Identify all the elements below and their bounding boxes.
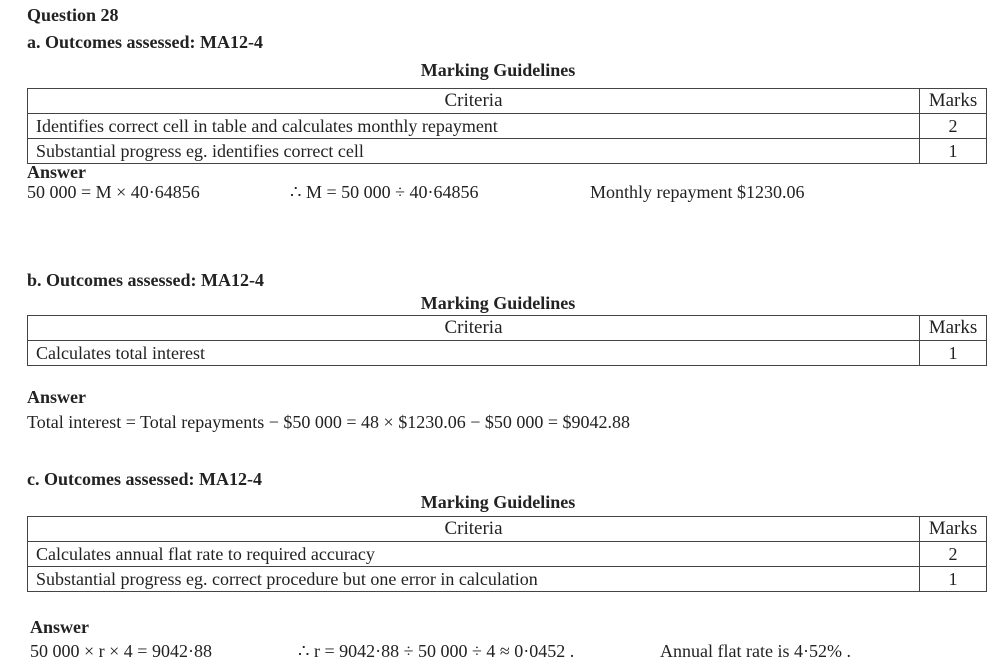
table-row <box>28 139 987 164</box>
part-c-heading: c. Outcomes assessed: MA12-4 <box>27 469 262 489</box>
part-b-answer: Total interest = Total repayments − $50 000 = 48 × $1230.06 − $50 000 = $9042.88 <box>27 412 630 432</box>
part-c-guidelines-title: Marking Guidelines <box>420 492 576 512</box>
table-header-row <box>28 517 987 542</box>
marks-cell: 2 <box>920 542 987 567</box>
part-a-answer-label: Answer <box>27 162 86 182</box>
marks-header: Marks <box>920 316 987 341</box>
part-c-answer-step-2: ∴ r = 9042·88 ÷ 50 000 ÷ 4 ≈ 0·0452 . <box>298 641 575 661</box>
criteria-header: Criteria <box>28 316 920 341</box>
question-title: Question 28 <box>27 5 119 25</box>
marks-header: Marks <box>920 89 987 114</box>
criteria-header: Criteria <box>28 517 920 542</box>
part-a-answer-result: Monthly repayment $1230.06 <box>590 182 805 202</box>
table-row <box>28 567 987 592</box>
part-c-answer-label: Answer <box>30 617 89 637</box>
part-b-answer-label: Answer <box>27 387 86 407</box>
table-header-row <box>28 89 987 114</box>
criteria-cell: Substantial progress eg. correct procedure but one error in calculation <box>28 567 920 592</box>
part-c-answer-result: Annual flat rate is 4·52% . <box>660 641 851 661</box>
part-a-heading: a. Outcomes assessed: MA12-4 <box>27 32 263 52</box>
part-a-answer-step-2: ∴ M = 50 000 ÷ 40·64856 <box>290 182 479 202</box>
part-a-answer-step-1: 50 000 = M × 40·64856 <box>27 182 200 202</box>
criteria-cell: Identifies correct cell in table and calculates monthly repayment <box>28 114 920 139</box>
part-b-guidelines-title: Marking Guidelines <box>420 293 576 313</box>
table-row <box>28 341 987 366</box>
criteria-cell: Calculates total interest <box>28 341 920 366</box>
part-b-criteria-table <box>27 315 987 366</box>
table-row <box>28 542 987 567</box>
part-b-heading: b. Outcomes assessed: MA12-4 <box>27 270 264 290</box>
marks-cell: 1 <box>920 139 987 164</box>
marks-cell: 2 <box>920 114 987 139</box>
criteria-cell: Calculates annual flat rate to required accuracy <box>28 542 920 567</box>
part-a-criteria-table <box>27 88 987 164</box>
part-c-criteria-table <box>27 516 987 592</box>
table-row <box>28 114 987 139</box>
table-header-row <box>28 316 987 341</box>
part-c-answer-step-1: 50 000 × r × 4 = 9042·88 <box>30 641 212 661</box>
part-a-guidelines-title: Marking Guidelines <box>420 60 576 80</box>
criteria-cell: Substantial progress eg. identifies correct cell <box>28 139 920 164</box>
marks-cell: 1 <box>920 567 987 592</box>
criteria-header: Criteria <box>28 89 920 114</box>
marks-cell: 1 <box>920 341 987 366</box>
marks-header: Marks <box>920 517 987 542</box>
